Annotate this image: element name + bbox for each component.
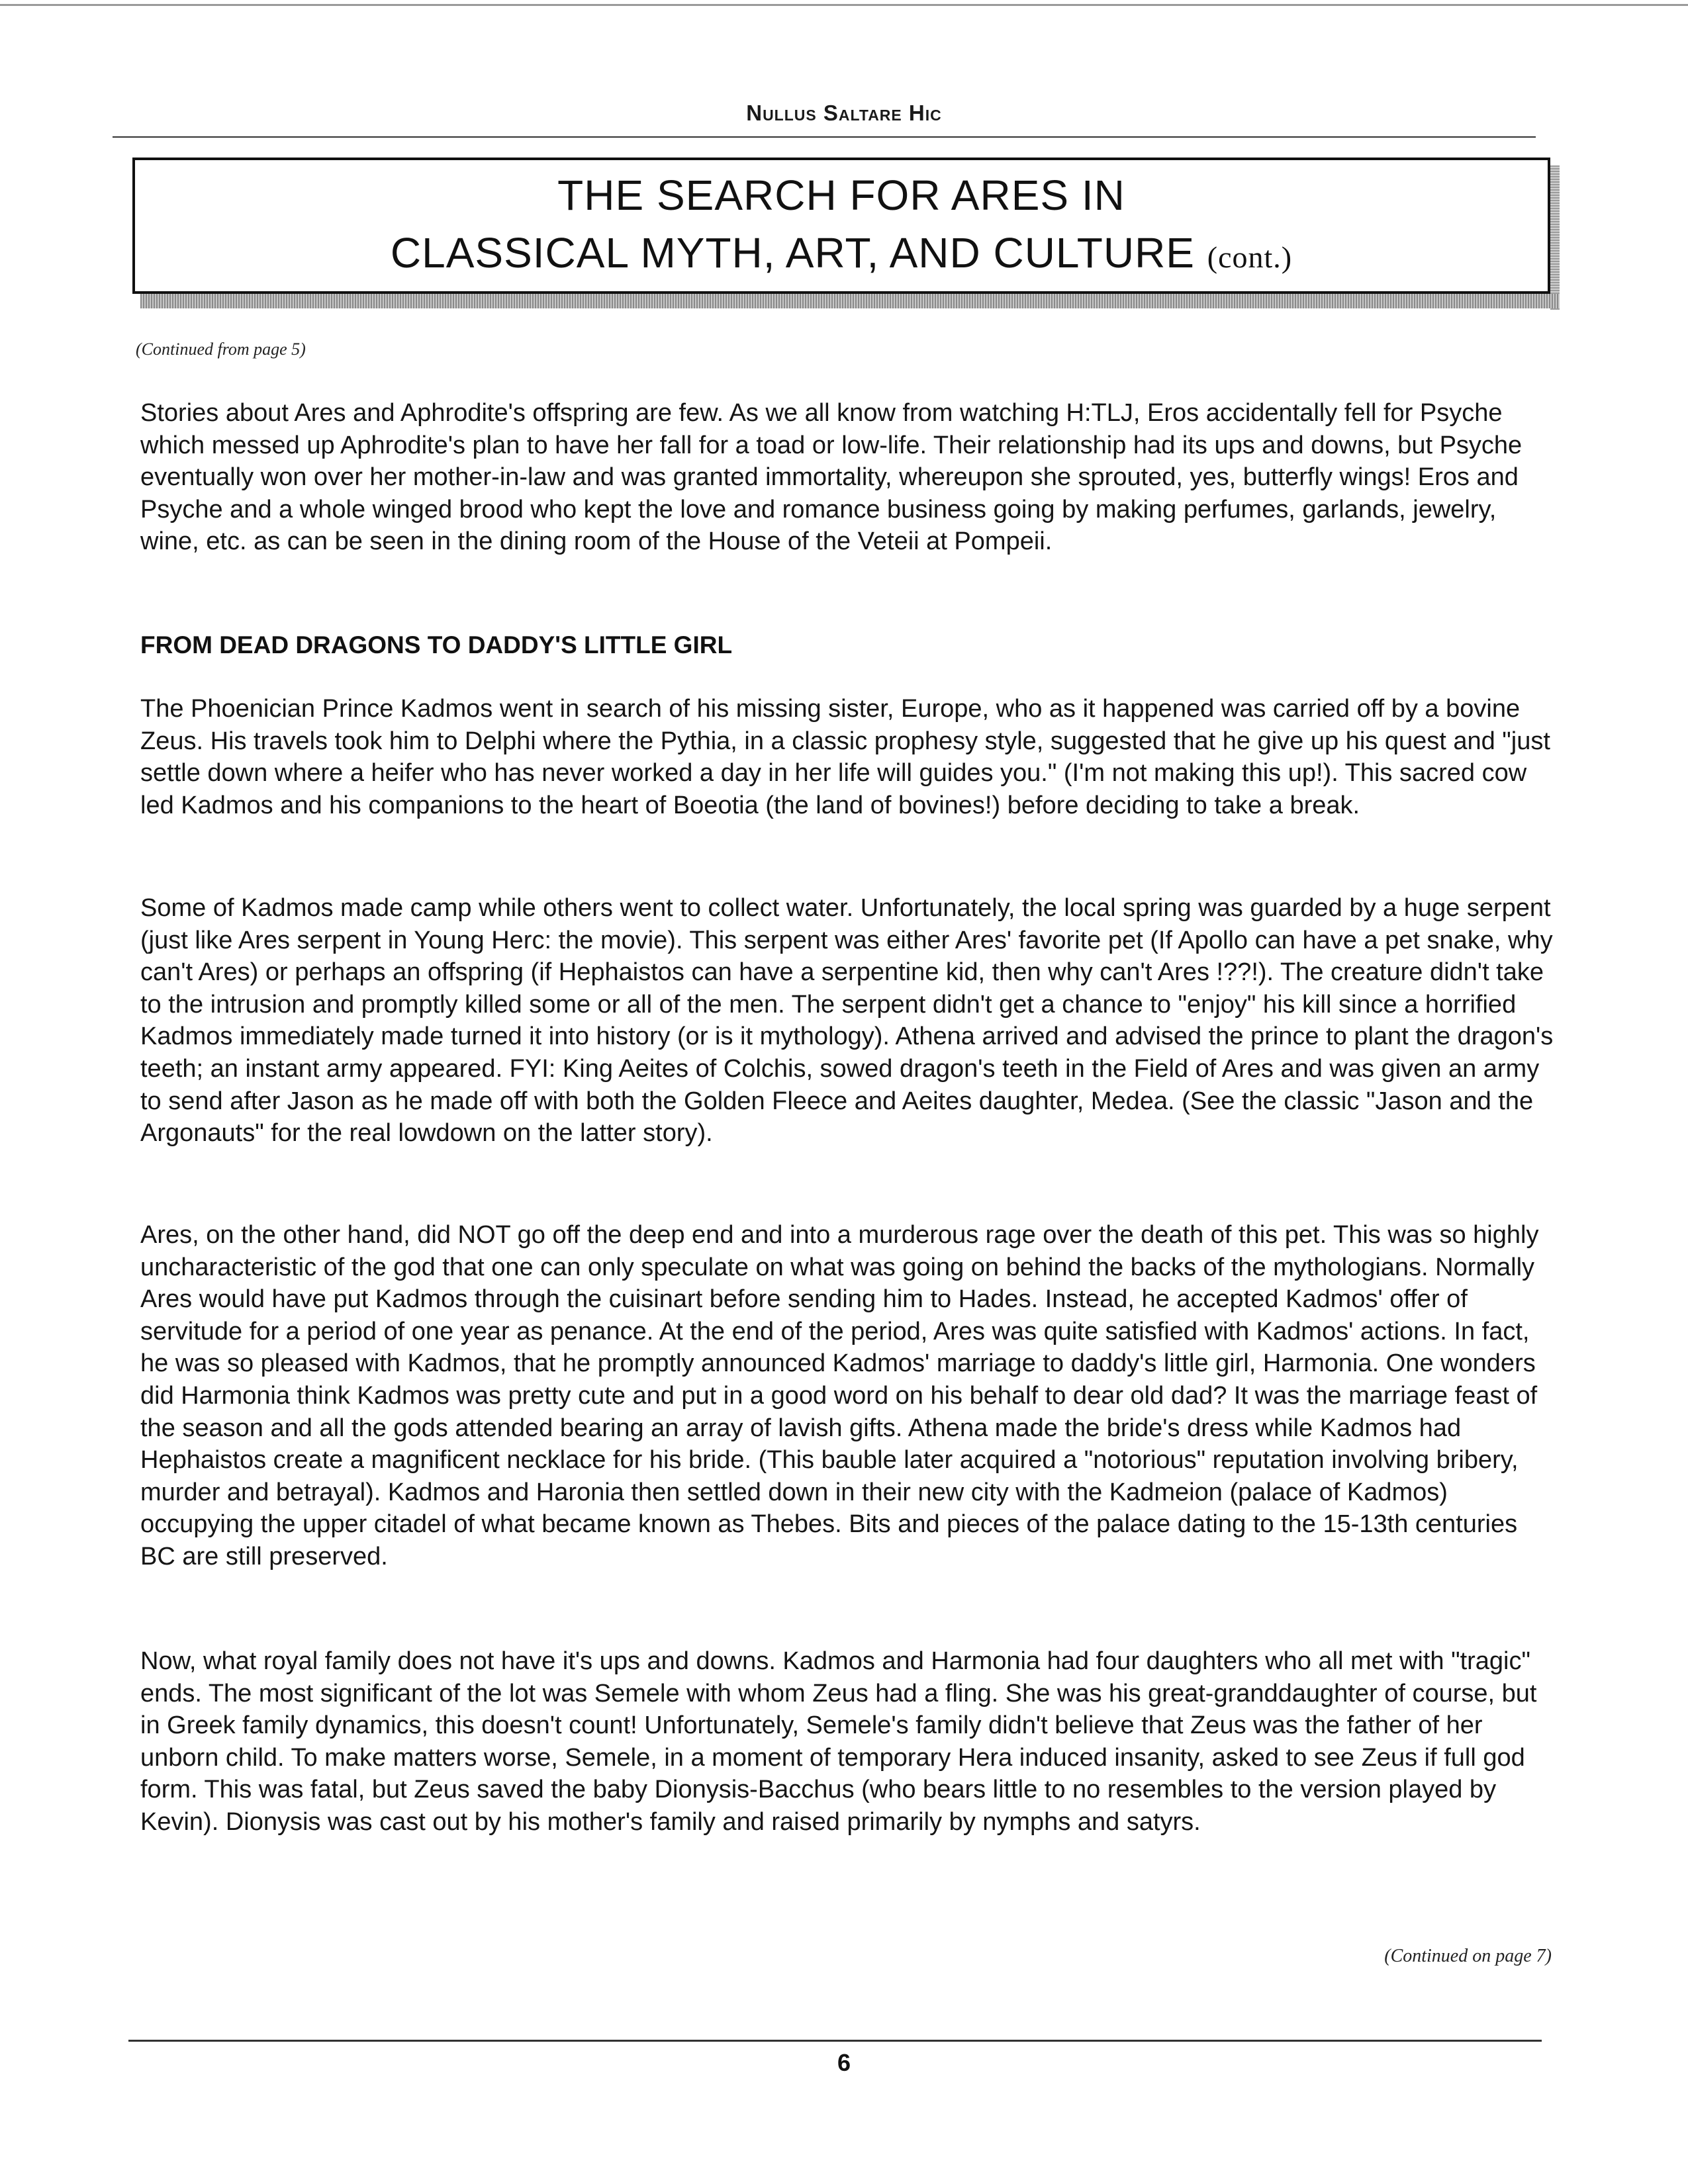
footer-rule [128,2040,1542,2042]
paragraph-eros-psyche: Stories about Ares and Aphrodite's offspring are few. As we all know from watching H:TLJ, Eros accidentally fell for Psyche which messed up Aphrodite's plan to have her fall for a toad or low-life. Their relationship had its ups and downs, but Psyche eventually won over her mother-in-law and was granted immortality, whereupon she sprouted, yes, butterfly wings! Eros and Psyche and a whole winged brood who kept the love and romance business going by making perfumes, garlands, jewelry, wine, etc. as can be seen in the dining room of the House of the Veteii at Pompeii. [140,399,1523,556]
page-number: 6 [837,2049,851,2076]
paragraph-royal-family: Now, what royal family does not have it's ups and downs. Kadmos and Harmonia had four daughters who all met with "tragic" ends. The most significant of the lot was Semele with whom Zeus had a fling. She was his great-granddaughter of course, but in Greek family dynamics, this doesn't count! Unfortunately, Semele's family didn't believe that Zeus was the father of her unborn child. To make matters worse, Semele, in a moment of temporary Hera induced insanity, asked to see Zeus if full god form. This was fatal, but Zeus saved the baby Dionysis-Bacchus (who bears little to no resembles to the version played by Kevin). Dionysis was cast out by his mother's family and raised primarily by nymphs and satyrs. [140,1647,1537,1836]
title-box-shadow-right [1550,165,1560,310]
title-cont-marker: (cont.) [1207,240,1293,274]
paragraph-serpent: Some of Kadmos made camp while others went to collect water. Unfortunately, the local spring was guarded by a huge serpent (just like Ares serpent in Young Herc: the movie). This serpent was either Ares' favorite pet (If Apollo can have a pet snake, why can't Ares) or perhaps an offspring (if Hephaistos can have a serpentine kid, then why can't Ares !??!). The creature didn't take to the intrusion and promptly killed some or all of the men. The serpent didn't get a chance to "enjoy" his kill since a horrified Kadmos immediately made turned it into history (or is it mythology). Athena arrived and advised the prince to plant the dragon's teeth; an instant army appeared. FYI: King Aeites of Colchis, sowed dragon's teeth in the Field of Ares and was given an army to send after Jason as he made off with both the Golden Fleece and Aeites daughter, Medea. (See the classic "Jason and the Argonauts" for the real lowdown on the latter story). [140,894,1554,1148]
title-box-shadow-bottom [140,294,1560,308]
article-title-line-1 [132,171,1550,220]
title-text-2: CLASSICAL MYTH, ART, AND CULTURE [390,229,1195,277]
paragraph-kadmos-quest: The Phoenician Prince Kadmos went in search of his missing sister, Europe, who as it happened was carried off by a bovine Zeus. His travels took him to Delphi where the Pythia, in a classic prophesy style, suggested that he give up his quest and "just settle down where a heifer who has never worked a day in her life will guides you." (I'm not making this up!). This sacred cow led Kadmos and his companions to the heart of Boeotia (the land of bovines!) before deciding to take a break. [140,695,1550,819]
continued-from-note: (Continued from page 5) [136,340,306,359]
paragraph-ares-penance: Ares, on the other hand, did NOT go off the deep end and into a murderous rage over the death of this pet. This was so highly uncharacteristic of the god that one can only speculate on what was going on behind the backs of the mythologians. Normally Ares would have put Kadmos through the cuisinart before sending him to Hades. Instead, he accepted Kadmos' offer of servitude for a period of one year as penance. At the end of the period, Ares was quite satisfied with Kadmos' actions. In fact, he was so pleased with Kadmos, that he promptly announced Kadmos' marriage to daddy's little girl, Harmonia. One wonders did Harmonia think Kadmos was pretty cute and put in a good word on his behalf to dear old dad? It was the marriage feast of the season and all the gods attended bearing an array of lavish gifts. Athena made the bride's dress while Kadmos had Hephaistos create a magnificent necklace for his bride. (This bauble later acquired a "notorious" reputation involving bribery, murder and betrayal). Kadmos and Haronia then settled down in their new city with the Kadmeion (palace of Kadmos) occupying the upper citadel of what became known as Thebes. Bits and pieces of the palace dating to the 15-13th centuries BC are still preserved. [140,1221,1539,1570]
continued-on-note: (Continued on page 7) [1384,1946,1552,1966]
article-title-line-2 [132,228,1550,277]
running-head: Nullus Saltare Hic [746,101,942,125]
top-edge-rule [0,4,1688,6]
title-text-1: THE SEARCH FOR ARES IN [557,171,1125,219]
section-heading: FROM DEAD DRAGONS TO DADDY'S LITTLE GIRL [140,631,733,659]
header-rule [113,136,1536,138]
